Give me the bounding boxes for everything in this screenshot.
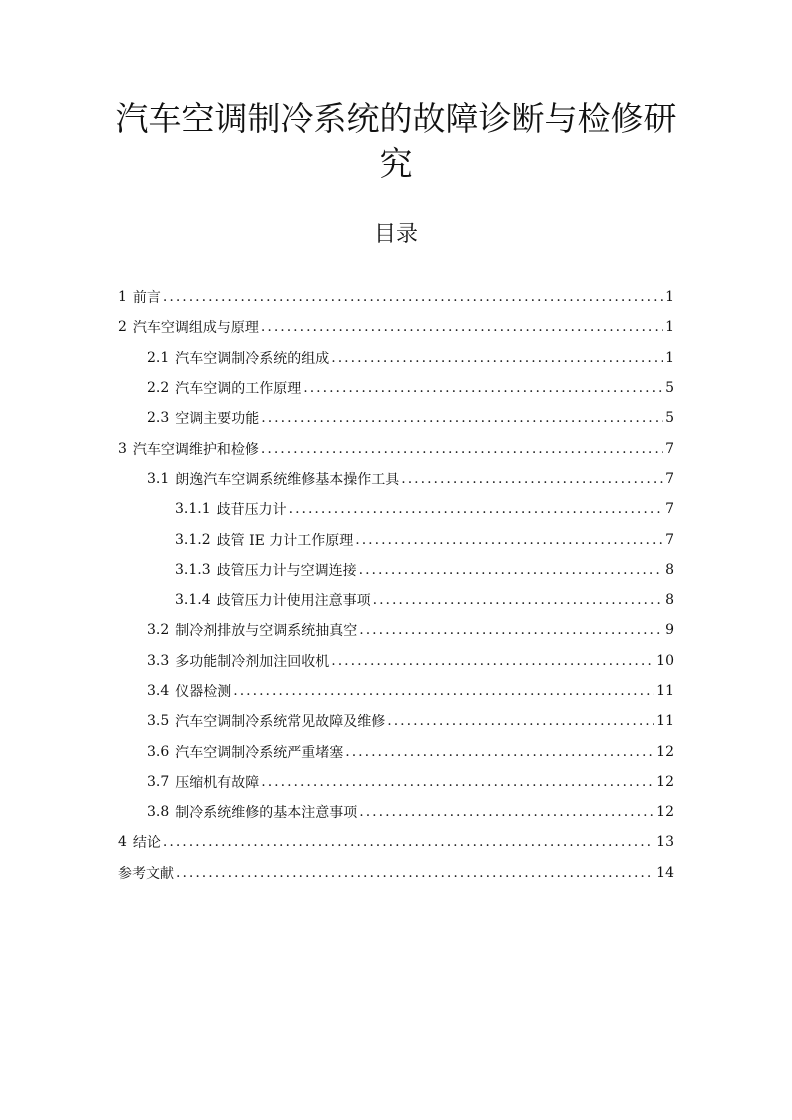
toc-entry[interactable] <box>118 827 674 857</box>
toc-entry-number: 3.8 <box>147 804 170 821</box>
toc-entry-number: 3.1.1 <box>175 501 211 518</box>
toc-entry-page: 14 <box>656 864 674 881</box>
toc-entry[interactable] <box>118 736 674 766</box>
toc-entry-title: 空调主要功能 <box>175 411 260 428</box>
toc-entry-number: 3.6 <box>147 743 170 760</box>
toc-entry-number: 3.7 <box>147 773 170 790</box>
toc-entry-number: 3 <box>118 440 127 457</box>
toc-entry-number: 3.2 <box>147 622 170 639</box>
toc-dot-leader <box>233 683 654 699</box>
toc-entry-number: 3.1.2 <box>175 531 211 548</box>
toc-entry-page: 8 <box>665 592 674 609</box>
toc-dot-leader <box>176 865 654 881</box>
toc-entry[interactable] <box>118 373 674 403</box>
toc-entry-title: 歧苷压力计 <box>216 502 287 519</box>
toc-entry-number: 3.1.3 <box>175 561 211 578</box>
toc-entry-title: 压缩机有故障 <box>175 774 260 791</box>
toc-entry-title: 汽车空调制冷系统严重堵塞 <box>175 744 344 761</box>
toc-entry-title: 参考文献 <box>118 865 174 882</box>
toc-entry[interactable] <box>118 555 674 585</box>
toc-entry-title: 仪器检测 <box>175 684 232 700</box>
toc-dot-leader <box>373 592 663 608</box>
toc-entry-title: 多功能制冷剂加注回收机 <box>175 653 330 670</box>
toc-dot-leader <box>387 713 654 729</box>
toc-entry-page: 11 <box>656 683 674 699</box>
toc-entry-page: 7 <box>665 440 674 457</box>
toc-entry[interactable] <box>118 464 674 494</box>
toc-entry-page: 7 <box>665 531 674 548</box>
toc-entry-number: 3.5 <box>147 713 170 730</box>
toc-dot-leader <box>289 501 663 517</box>
toc-dot-leader <box>331 350 663 366</box>
toc-entry-page: 12 <box>656 804 674 821</box>
toc-entry-page: 7 <box>665 501 674 518</box>
toc-dot-leader <box>355 532 663 548</box>
toc-entry[interactable] <box>118 343 674 373</box>
toc-entry-title: 制冷系统维修的基本注意事项 <box>175 805 358 822</box>
toc-entry-number: 3.4 <box>147 683 170 699</box>
toc-dot-leader <box>261 410 663 426</box>
toc-entry[interactable] <box>118 706 674 736</box>
toc-dot-leader <box>163 834 654 850</box>
toc-entry-number: 3.1.4 <box>175 592 211 609</box>
toc-entry[interactable] <box>118 282 674 312</box>
toc-entry[interactable] <box>118 403 674 433</box>
toc-entry-number: 3.1 <box>147 470 170 487</box>
toc-entry[interactable] <box>118 494 674 524</box>
toc-entry-number: 1 <box>118 289 127 306</box>
toc-entry-title: 朗逸汽车空调系统维修基本操作工具 <box>175 471 400 488</box>
toc-entry[interactable] <box>118 312 674 342</box>
toc-entry-number: 2.2 <box>147 380 170 397</box>
toc-entry-page: 1 <box>665 349 674 366</box>
toc-entry-title: 汽车空调组成与原理 <box>132 320 259 337</box>
toc-entry-page: 1 <box>665 319 674 336</box>
toc-entry-title: 汽车空调的工作原理 <box>175 381 302 398</box>
toc-dot-leader <box>359 622 663 638</box>
toc-entry-title: 结论 <box>132 835 161 852</box>
toc-entry-page: 9 <box>665 622 674 639</box>
toc-dot-leader <box>401 471 663 487</box>
toc-entry[interactable] <box>118 646 674 676</box>
table-of-contents <box>118 282 674 888</box>
toc-entry[interactable] <box>118 615 674 645</box>
toc-entry-page: 10 <box>656 652 674 669</box>
toc-entry-page: 5 <box>665 380 674 397</box>
toc-entry[interactable] <box>118 767 674 797</box>
toc-entry-title: 前言 <box>132 290 161 307</box>
toc-entry-title: 歧管 IE 力计工作原理 <box>216 532 354 549</box>
toc-entry-title: 制冷剂排放与空调系统抽真空 <box>175 623 358 640</box>
toc-entry-number: 4 <box>118 834 127 851</box>
toc-entry-page: 7 <box>665 470 674 487</box>
toc-entry-page: 5 <box>665 410 674 427</box>
toc-entry-number: 2 <box>118 319 127 336</box>
toc-dot-leader <box>303 380 663 396</box>
toc-entry[interactable] <box>118 858 674 888</box>
toc-entry[interactable] <box>118 524 674 554</box>
toc-heading: 目录 <box>373 222 418 247</box>
toc-entry-title: 歧管压力计使用注意事项 <box>216 593 371 610</box>
toc-entry[interactable] <box>118 676 674 706</box>
toc-entry-page: 13 <box>656 834 674 851</box>
toc-dot-leader <box>345 744 654 760</box>
toc-entry-title: 汽车空调维护和检修 <box>132 441 259 458</box>
document-title: 汽车空调制冷系统的故障诊断与检修研究 <box>115 99 677 183</box>
toc-dot-leader <box>331 653 654 669</box>
toc-dot-leader <box>261 774 654 790</box>
toc-entry-page: 12 <box>656 773 674 790</box>
toc-entry-page: 12 <box>656 743 674 760</box>
toc-entry-title: 歧管压力计与空调连接 <box>216 562 357 579</box>
toc-dot-leader <box>163 289 663 305</box>
toc-dot-leader <box>261 319 663 335</box>
toc-dot-leader <box>359 804 654 820</box>
toc-dot-leader <box>359 562 663 578</box>
toc-entry-page: 1 <box>665 289 674 306</box>
toc-entry[interactable] <box>118 797 674 827</box>
toc-entry-page: 11 <box>656 713 674 730</box>
toc-entry-number: 2.1 <box>147 349 170 366</box>
toc-entry-number: 3.3 <box>147 652 170 669</box>
toc-entry-title: 汽车空调制冷系统常见故障及维修 <box>175 714 386 731</box>
toc-dot-leader <box>261 441 663 457</box>
toc-entry-title: 汽车空调制冷系统的组成 <box>175 350 330 367</box>
toc-entry[interactable] <box>118 433 674 463</box>
toc-entry-page: 8 <box>665 561 674 578</box>
toc-entry-number: 2.3 <box>147 410 170 427</box>
toc-entry[interactable] <box>118 585 674 615</box>
